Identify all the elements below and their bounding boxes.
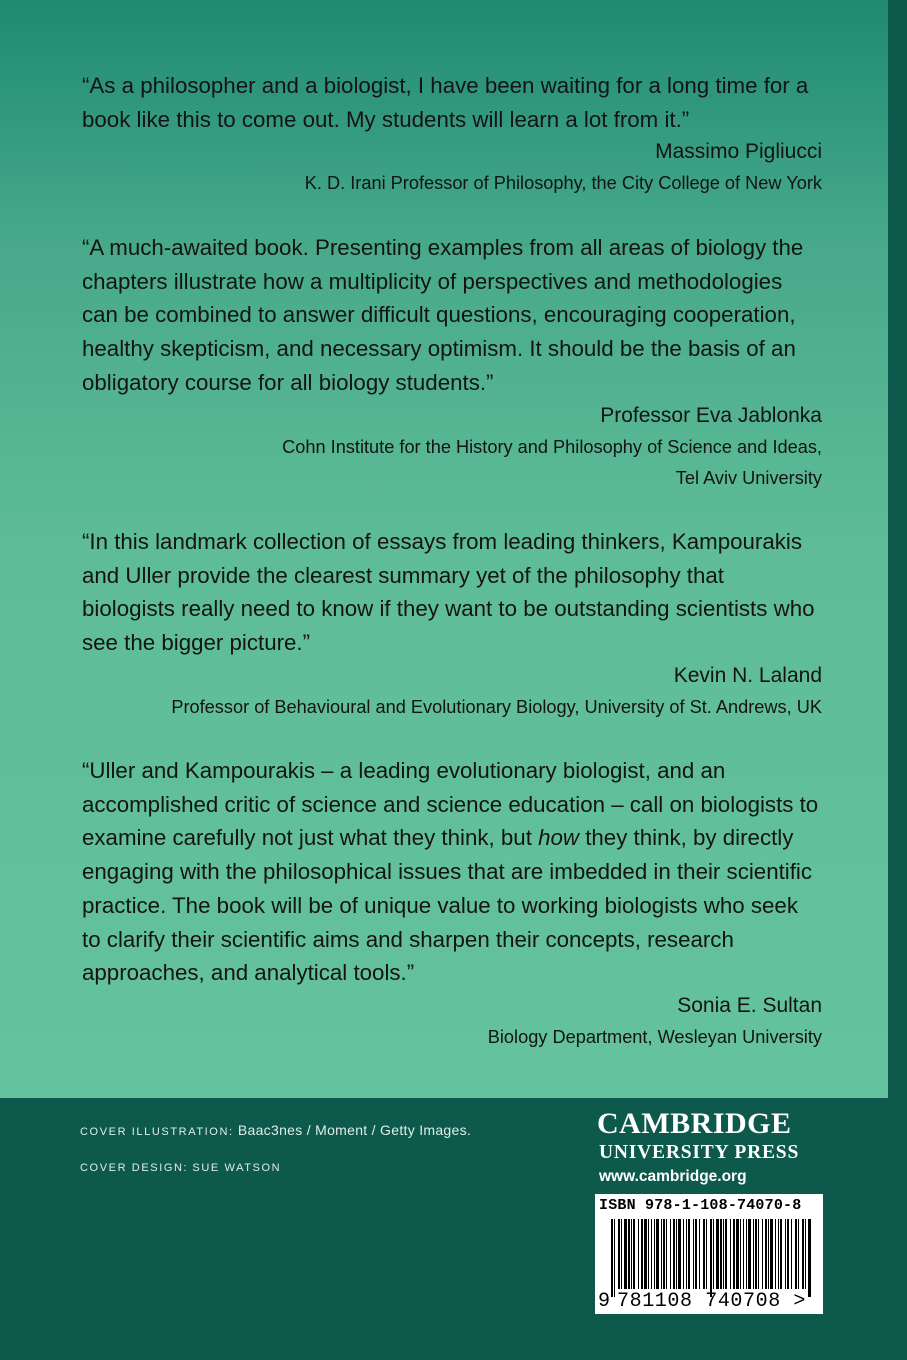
reviewer-name: Sonia E. Sultan [677, 993, 822, 1017]
credit-value: SUE WATSON [192, 1162, 282, 1174]
publisher-url: www.cambridge.org [599, 1168, 747, 1185]
barcode-bar [743, 1219, 744, 1289]
barcode-bar [666, 1219, 667, 1289]
review-4 [82, 754, 822, 1053]
credit-label: COVER DESIGN: [80, 1162, 189, 1174]
barcode-bar [633, 1219, 635, 1289]
barcode-bar [638, 1219, 639, 1289]
barcode-bar [770, 1219, 773, 1289]
barcode-bar [688, 1219, 690, 1289]
barcode-bar [676, 1219, 677, 1289]
barcode-bar [703, 1219, 705, 1289]
credit-label: COVER ILLUSTRATION: [80, 1126, 234, 1138]
barcode-bar [765, 1219, 767, 1289]
barcode-bar [723, 1219, 724, 1289]
barcode-bar [624, 1219, 627, 1289]
review-3 [82, 525, 822, 723]
barcode-bar [693, 1219, 694, 1289]
barcode-bar [791, 1219, 792, 1289]
reviewer-name: Massimo Pigliucci [655, 140, 822, 164]
barcode-bar [720, 1219, 722, 1289]
barcode-bar [725, 1219, 727, 1289]
barcode-bar [699, 1219, 700, 1289]
reviewer-affiliation: K. D. Irani Professor of Philosophy, the City College of New York [304, 173, 822, 194]
barcode [595, 1194, 823, 1314]
barcode-bar [795, 1219, 797, 1289]
barcode-bar [654, 1219, 655, 1289]
barcode-bar [644, 1219, 647, 1289]
reviewer-affiliation: Tel Aviv University [675, 467, 822, 488]
cover-design-credit [80, 1158, 281, 1174]
ean-first-digit: 9 [598, 1290, 611, 1313]
barcode-bar [778, 1219, 779, 1289]
review-1 [82, 69, 822, 199]
barcode-bar [730, 1219, 731, 1289]
barcode-bar [805, 1219, 806, 1289]
barcode-bar [648, 1219, 649, 1289]
review-quote: “In this landmark collection of essays from leading thinkers, Kampourakis and Uller provide the clearest summary yet of the philosophy that biologists really need to know if they want to be outstanding scientists who see the bigger picture.” [82, 529, 815, 656]
review-quote: “A much-awaited book. Presenting examples from all areas of biology the chapters illustrate how a multiplicity of perspectives and methodologies can be combined to answer difficult questions, encouraging cooperation, healthy skepticism, and necessary optimism. It should be the basis of an obligatory course for all biology students.” [82, 235, 804, 395]
barcode-bar [762, 1219, 763, 1289]
barcode-bar [775, 1219, 776, 1289]
barcode-bar [661, 1219, 662, 1289]
barcode-bar [618, 1219, 620, 1289]
barcode-bar [733, 1219, 735, 1289]
barcode-bar [656, 1219, 659, 1289]
barcode-bar [736, 1219, 739, 1289]
barcode-bar [755, 1219, 757, 1289]
publisher-name: CAMBRIDGE [597, 1107, 792, 1140]
barcode-bar [753, 1219, 754, 1289]
barcode-bar [683, 1219, 684, 1289]
barcode-bar [614, 1219, 615, 1297]
barcode-bar [808, 1219, 811, 1297]
cover-illustration-credit [80, 1122, 471, 1138]
barcode-bar [787, 1219, 789, 1289]
barcode-bar [798, 1219, 799, 1289]
barcode-bar [663, 1219, 665, 1289]
ean-digits: 781108 740708 > [617, 1290, 807, 1313]
barcode-bar [670, 1219, 671, 1289]
barcode-bar [780, 1219, 782, 1289]
barcode-bar [748, 1219, 751, 1289]
reviewer-affiliation: Cohn Institute for the History and Philosophy of Science and Ideas, [282, 436, 822, 457]
barcode-bar [628, 1219, 630, 1289]
review-quote: “As a philosopher and a biologist, I have been waiting for a long time for a book like this to come out. My students will learn a lot from it.” [82, 73, 809, 132]
barcode-bar [631, 1219, 632, 1289]
barcode-bar [740, 1219, 741, 1289]
quote-emphasis: how [538, 825, 579, 851]
barcode-bar [758, 1219, 759, 1289]
barcode-bar [641, 1219, 643, 1289]
credit-value: Baac3nes / Moment / Getty Images. [237, 1122, 472, 1138]
barcode-bar [695, 1219, 697, 1289]
barcode-bar [678, 1219, 681, 1289]
spine-strip [888, 0, 907, 1360]
barcode-bar [651, 1219, 652, 1289]
review-quote [82, 754, 822, 990]
reviewer-name: Kevin N. Laland [673, 663, 822, 687]
barcode-bar [673, 1219, 675, 1289]
quote-text: they think, by directly engaging with the philosophical issues that are imbedded in their scientific practice. The book will be of unique value to working biologists who seek to clarify their scientific aims and sharpen their concepts, research approaches, and analytical tools.” [82, 825, 813, 986]
barcode-bar [611, 1219, 613, 1297]
barcode-bar [716, 1219, 719, 1289]
publisher-subtitle: UNIVERSITY PRESS [599, 1142, 800, 1163]
barcode-bar [768, 1219, 769, 1289]
reviewer-affiliation: Biology Department, Wesleyan University [487, 1026, 822, 1047]
quote-text: “Uller and Kampourakis – a leading evolutionary biologist, and an accomplished critic of science and science education – call on biologists to examine carefully not just what they think, but [82, 758, 819, 851]
reviewer-affiliation: Professor of Behavioural and Evolutionary Biology, University of St. Andrews, UK [171, 696, 822, 717]
barcode-bar [706, 1219, 707, 1289]
barcode-bar [713, 1219, 714, 1289]
barcode-bar [621, 1219, 622, 1289]
isbn-number: ISBN 978-1-108-74070-8 [599, 1197, 802, 1214]
barcode-bar [746, 1219, 747, 1289]
reviewer-name: Professor Eva Jablonka [600, 403, 822, 427]
barcode-bar [785, 1219, 786, 1289]
barcode-bar [710, 1219, 712, 1297]
barcode-bar [686, 1219, 687, 1289]
publisher-logo [597, 1108, 827, 1188]
barcode-bar [802, 1219, 804, 1289]
review-2 [82, 231, 822, 494]
